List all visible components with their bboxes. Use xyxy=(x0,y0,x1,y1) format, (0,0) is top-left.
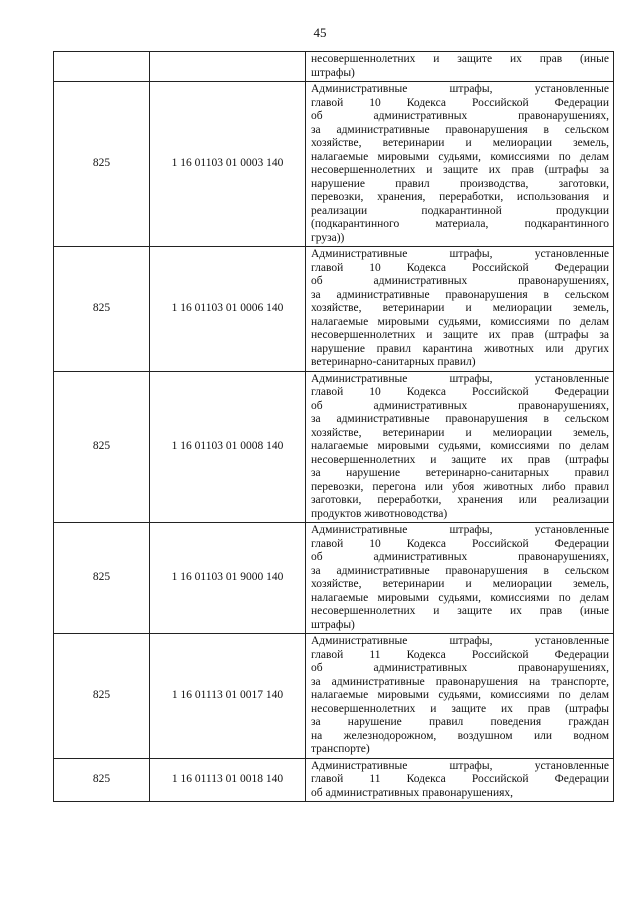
administrator-code-cell: 825 xyxy=(54,371,150,523)
description-line: несовершеннолетних и защите их прав (штрафы за xyxy=(311,329,609,341)
description-line: несовершеннолетних и защите их прав (штрафы xyxy=(311,702,609,715)
administrator-code-cell: 825 xyxy=(54,247,150,372)
description-line: несовершеннолетних и защите их прав (штрафы за xyxy=(311,164,609,176)
page-number: 45 xyxy=(313,25,327,40)
description-line: об административных правонарушениях, xyxy=(311,662,609,674)
table-row xyxy=(54,247,614,372)
description-line: груза)) xyxy=(311,231,345,244)
description-line: Административные штрафы, установленные xyxy=(311,83,609,95)
description-line: реализации подкарантинной продукции xyxy=(311,204,609,217)
budget-classification-code-cell: 1 16 01113 01 0018 140 xyxy=(150,758,306,802)
description-line: нарушение правил производства, заготовки, xyxy=(311,177,609,190)
description-line: налагаемые мировыми судьями, комиссиями по делам xyxy=(311,440,609,452)
budget-classification-code-cell: 1 16 01103 01 0008 140 xyxy=(150,371,306,523)
table-body xyxy=(54,52,614,802)
budget-classification-table xyxy=(53,51,614,802)
description-line: Административные штрафы, установленные xyxy=(311,248,609,260)
description-line: Административные штрафы, установленные xyxy=(311,372,609,385)
table-row xyxy=(54,634,614,759)
description-line: главой 10 Кодекса Российской Федерации xyxy=(311,96,609,109)
revenue-description-cell xyxy=(306,758,614,802)
description-line: за административные правонарушения в сельском xyxy=(311,123,609,136)
administrator-code-cell: 825 xyxy=(54,523,150,634)
description-line: об административных правонарушениях, xyxy=(311,399,609,412)
description-line: об административных правонарушениях, xyxy=(311,275,609,287)
description-line: за нарушение правил поведения граждан xyxy=(311,716,609,728)
description-line: главой 10 Кодекса Российской Федерации xyxy=(311,261,609,274)
budget-classification-code-cell xyxy=(150,52,306,82)
administrator-code-cell: 825 xyxy=(54,758,150,802)
description-line: Административные штрафы, установленные xyxy=(311,759,609,772)
description-line: хозяйстве, ветеринарии и мелиорации земель, xyxy=(311,426,609,439)
description-line: несовершеннолетних и защите их прав (иные xyxy=(311,605,609,617)
description-line: перевозки, хранения, переработки, использования и xyxy=(311,191,609,203)
table-row xyxy=(54,523,614,634)
description-line: налагаемые мировыми судьями, комиссиями по делам xyxy=(311,689,609,701)
table-row xyxy=(54,82,614,247)
description-line: налагаемые мировыми судьями, комиссиями по делам xyxy=(311,591,609,604)
description-line: транспорте) xyxy=(311,743,370,755)
budget-classification-code-cell: 1 16 01103 01 9000 140 xyxy=(150,523,306,634)
administrator-code-cell xyxy=(54,52,150,82)
description-line: перевозки, перегона или убоя животных либо правил xyxy=(311,480,609,493)
administrator-code-cell: 825 xyxy=(54,82,150,247)
revenue-description-cell xyxy=(306,52,614,82)
administrator-code-cell: 825 xyxy=(54,634,150,759)
description-line: Административные штрафы, установленные xyxy=(311,524,609,536)
description-line: за административные правонарушения в сельском xyxy=(311,288,609,301)
description-line: за административные правонарушения в сельском xyxy=(311,564,609,577)
budget-classification-code-cell: 1 16 01103 01 0003 140 xyxy=(150,82,306,247)
budget-classification-code-cell: 1 16 01113 01 0017 140 xyxy=(150,634,306,759)
description-line: об административных правонарушениях, xyxy=(311,110,609,122)
description-line: (подкарантинного материала, подкарантинного xyxy=(311,218,609,230)
description-line: штрафы) xyxy=(311,618,355,631)
revenue-description-cell xyxy=(306,634,614,759)
description-line: штрафы) xyxy=(311,66,355,79)
description-line: налагаемые мировыми судьями, комиссиями по делам xyxy=(311,315,609,328)
description-line: на железнодорожном, воздушном или водном xyxy=(311,729,609,742)
description-line: за административные правонарушения на транспорте, xyxy=(311,675,609,688)
description-line: хозяйстве, ветеринарии и мелиорации земель, xyxy=(311,302,609,314)
revenue-description-cell xyxy=(306,82,614,247)
table-row xyxy=(54,52,614,82)
description-line: главой 11 Кодекса Российской Федерации xyxy=(311,648,609,661)
description-line: ветеринарно-санитарных правил) xyxy=(311,356,476,368)
description-line: Административные штрафы, установленные xyxy=(311,635,609,647)
description-line: об административных правонарушениях, xyxy=(311,786,514,799)
table-row xyxy=(54,758,614,802)
description-line: несовершеннолетних и защите их прав (штрафы xyxy=(311,453,609,466)
revenue-description-cell xyxy=(306,247,614,372)
description-line: об административных правонарушениях, xyxy=(311,551,609,563)
description-line: заготовки, переработки, хранения или реализации xyxy=(311,494,609,506)
table-row xyxy=(54,371,614,523)
description-line: главой 10 Кодекса Российской Федерации xyxy=(311,386,609,398)
description-line: хозяйстве, ветеринарии и мелиорации земель, xyxy=(311,137,609,149)
description-line: за административные правонарушения в сельском xyxy=(311,413,609,425)
description-line: главой 10 Кодекса Российской Федерации xyxy=(311,537,609,550)
revenue-description-cell xyxy=(306,371,614,523)
description-line: за нарушение ветеринарно-санитарных правил xyxy=(311,467,609,479)
description-line: налагаемые мировыми судьями, комиссиями по делам xyxy=(311,150,609,163)
budget-classification-code-cell: 1 16 01103 01 0006 140 xyxy=(150,247,306,372)
description-line: главой 11 Кодекса Российской Федерации xyxy=(311,773,609,785)
description-line: хозяйстве, ветеринарии и мелиорации земель, xyxy=(311,578,609,590)
description-line: продуктов животноводства) xyxy=(311,507,448,520)
description-line: несовершеннолетних и защите их прав (иные xyxy=(311,53,609,65)
revenue-description-cell xyxy=(306,523,614,634)
description-line: нарушение правил карантина животных или других xyxy=(311,342,609,355)
